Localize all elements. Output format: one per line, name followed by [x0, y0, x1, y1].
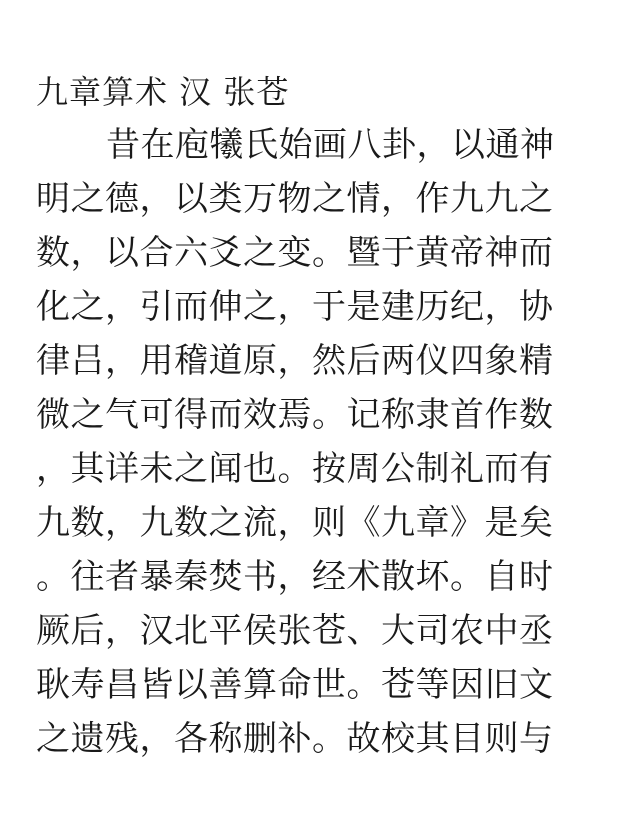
text-line: 律吕，用稽道原，然后两仪四象精 [36, 341, 554, 381]
text-line: 耿寿昌皆以善算命世。苍等因旧文 [36, 665, 554, 705]
text-line: 昔在庖犧氏始画八卦，以通神 [106, 125, 555, 165]
text-line: 厥后，汉北平侯张苍、大司农中丞 [36, 611, 554, 651]
document-title: 九章算术 汉 张苍 [36, 73, 290, 111]
text-line: 九数，九数之流，则《九章》是矣 [36, 503, 554, 543]
text-line: ，其详未之闻也。按周公制礼而有 [36, 449, 554, 489]
text-line: 数，以合六爻之变。暨于黄帝神而 [36, 233, 554, 273]
text-line: 微之气可得而效焉。记称隶首作数 [36, 395, 554, 435]
document-page [36, 66, 576, 766]
text-line: 之遗残，各称删补。故校其目则与 [36, 719, 554, 759]
text-line: 明之德，以类万物之情，作九九之 [36, 179, 554, 219]
text-line: 。往者暴秦焚书，经术散坏。自时 [36, 557, 554, 597]
text-line: 化之，引而伸之，于是建历纪，协 [36, 287, 554, 327]
